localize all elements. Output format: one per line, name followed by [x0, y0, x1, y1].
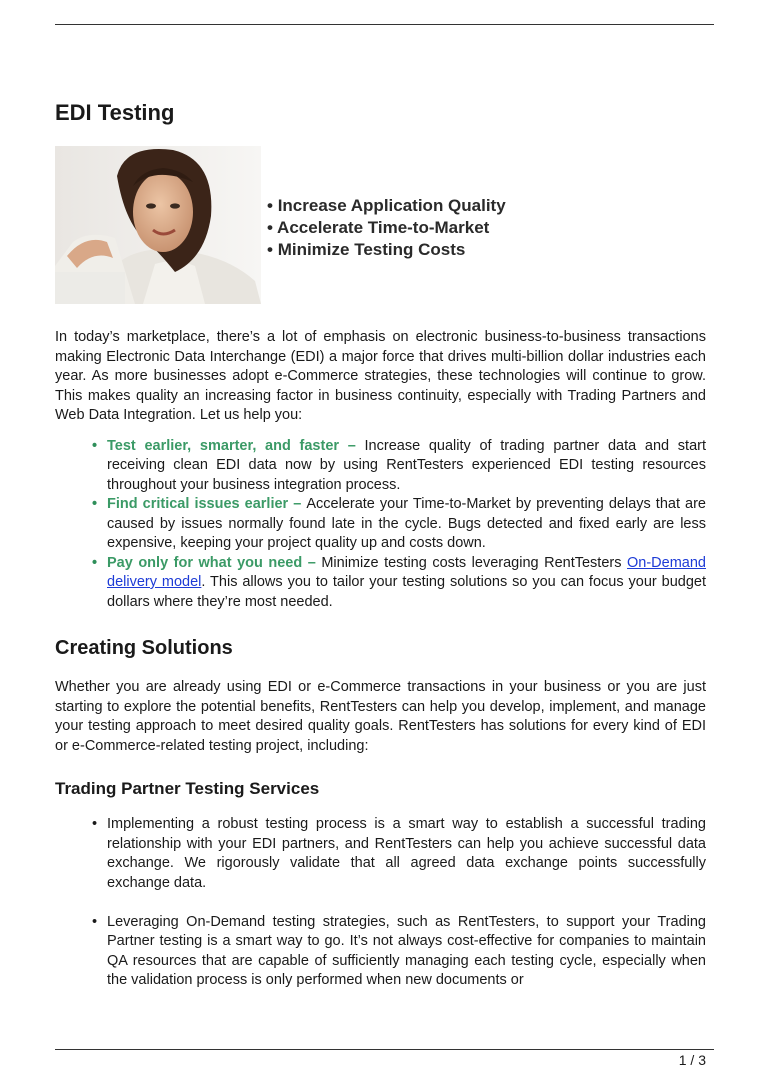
page-number: 1 / 3 — [678, 1052, 706, 1068]
benefit-lead: Pay only for what you need – — [107, 554, 322, 571]
list-item: • Leveraging On-Demand testing strategies, such as RentTesters, to support your Trading Partner testing is a smart way to go. It’s not always cost-effective for companies to maintain QA resources that are capable of sufficiently managing each testing cycle, especially when the validation process is only performed when new documents or — [107, 913, 706, 991]
hero-banner — [55, 146, 525, 304]
benefit-text: Increase quality of trading partner data and start receiving clean EDI data now by using RentTesters experienced EDI testing resources throughout your business integration process. — [107, 437, 707, 493]
hero-bullet: • Increase Application Quality — [267, 195, 506, 217]
hero-bullet: • Minimize Testing Costs — [267, 239, 506, 261]
benefits-list — [55, 437, 706, 613]
benefit-item — [107, 495, 706, 554]
list-item: • Implementing a robust testing process is a smart way to establish a successful trading relationship with your EDI partners, and RentTesters can help you achieve successful data exchange. We rigorously validate that all agreed data exchange points successfully exchange data. — [107, 815, 706, 893]
creating-solutions-paragraph: Whether you are already using EDI or e-Commerce transactions in your business or you are just starting to explore the potential benefits, RentTesters can help you develop, implement, and manage your testing approach to meet desired quality goals. RentTesters has solutions for every kind of EDI or e-Commerce-related testing project, including: — [55, 679, 706, 754]
intro-paragraph: In today’s marketplace, there’s a lot of emphasis on electronic business-to-business transactions making Electronic Data Interchange (EDI) a major force that drives multi-billion dollar industries each year. As more businesses adopt e-Commerce strategies, these technologies will continue to grow. This makes quality an increasing factor in business continuity, especially with Trading Partners and Web Data Integration. Let us help you: — [55, 329, 706, 423]
trading-partner-list — [55, 815, 706, 991]
page-title: EDI Testing — [55, 100, 175, 125]
benefit-item — [107, 437, 706, 496]
document-body — [55, 98, 706, 1010]
section-heading-creating-solutions: Creating Solutions — [55, 637, 233, 659]
hero-bullet: • Accelerate Time-to-Market — [267, 217, 506, 239]
section-heading-trading-partner: Trading Partner Testing Services — [55, 779, 320, 798]
benefit-lead: Find critical issues earlier – — [107, 496, 307, 512]
benefit-text: Minimize testing costs leveraging RentTesters — [321, 554, 628, 571]
benefit-item — [107, 554, 706, 613]
hero-bullet-list — [267, 195, 506, 261]
top-rule — [55, 24, 714, 25]
bottom-rule — [55, 1049, 714, 1050]
on-demand-delivery-link[interactable]: On-Demand delivery model — [107, 554, 706, 590]
benefit-lead: Test earlier, smarter, and faster – — [107, 437, 365, 454]
benefit-text: Accelerate your Time-to-Market by preventing delays that are caused by issues normally found late in the cycle. Bugs detected and fixed early are less expensive, keeping your project quality up and costs down. — [107, 496, 706, 551]
benefit-text: . This allows you to tailor your testing solutions so you can focus your budget dollars where they’re most needed. — [107, 574, 706, 610]
woman-photo — [55, 146, 261, 304]
